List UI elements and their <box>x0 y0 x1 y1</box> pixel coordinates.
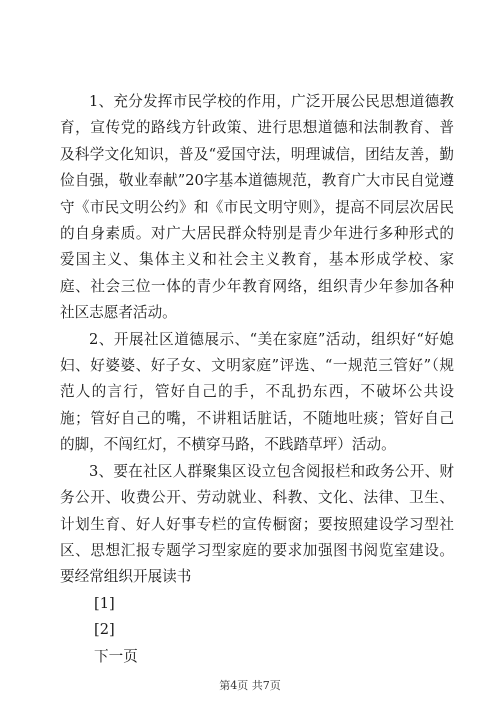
page-link-1[interactable]: [1] <box>94 594 115 612</box>
next-page-link[interactable]: 下一页 <box>94 647 138 665</box>
paragraph-3: 3、要在社区人群聚集区设立包含阅报栏和政务公开、财务公开、收费公开、劳动就业、科教、文化、法律、卫生、计划生育、好人好事专栏的宣传橱窗；要按照建设学习型社区、思想汇报专题学习型家庭的要求加强图书阅览室建设。要经常组织开展读书 <box>60 462 454 586</box>
page-footer: 第4页 共7页 <box>219 679 281 692</box>
paragraph-2: 2、开展社区道德展示、“美在家庭”活动，组织好“好媳妇、好婆婆、好子女、文明家庭”评选、“一规范三管好”（规范人的言行，管好自己的手，不乱扔东西，不破坏公共设施；管好自己的嘴，不讲粗话脏话，不随地吐痰；管好自己的脚，不闯红灯，不横穿马路，不践踏草坪）活动。 <box>60 330 454 454</box>
document-body <box>60 89 454 670</box>
paragraph-1: 1、充分发挥市民学校的作用，广泛开展公民思想道德教育，宣传党的路线方针政策、进行思想道德和法制教育、普及科学文化知识，普及“爱国守法，明理诚信，团结友善，勤俭自强，敬业奉献”20字基本道德规范，教育广大市民自觉遵守《市民文明公约》和《市民文明守则》，提高不同层次居民的自身素质。对广大居民群众特别是青少年进行多种形式的爱国主义、集体主义和社会主义教育，基本形成学校、家庭、社会三位一体的青少年教育网络，组织青少年参加各种社区志愿者活动。 <box>60 93 454 322</box>
page-link-2[interactable]: [2] <box>94 621 115 639</box>
